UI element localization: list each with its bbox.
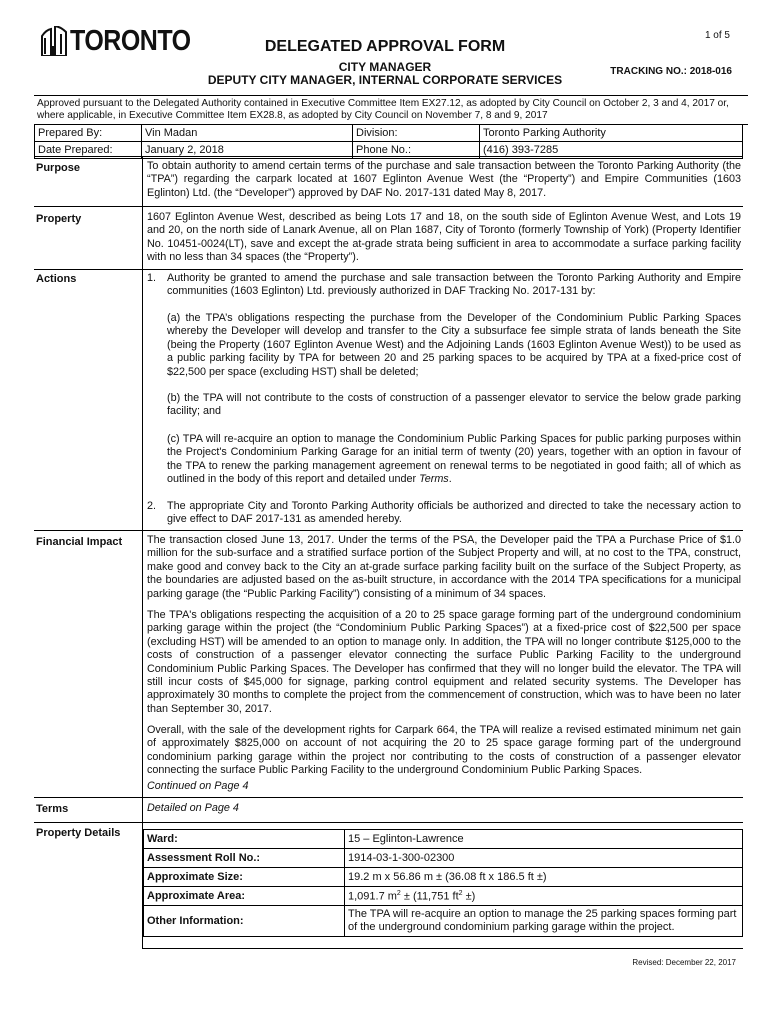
assessment-roll-value: 1914-03-1-300-02300 — [345, 849, 743, 868]
financial-paragraph-3: Overall, with the sale of the development rights for Carpark 664, the TPA will realize a revised estimated minimum net gain of approximately $825,000 on account of not acquiring the 20 to 25 space garage forming part of the underground condominium parking garage within the project nor contributing to the costs of construction of a passenger elevator connecting the surface Public Parking Facility to the underground Condominium Public Parking Spaces. — [147, 724, 741, 777]
other-info-label: Other Information: — [144, 906, 345, 937]
terms-text: Detailed on Page 4 — [147, 802, 239, 814]
action-item-1c-end: . — [448, 473, 452, 486]
section-divider — [34, 206, 743, 207]
tracking-number: TRACKING NO.: 2018-016 — [610, 66, 732, 77]
revision-date: Revised: December 22, 2017 — [632, 958, 736, 967]
other-info-value: The TPA will re-acquire an option to manage the 25 parking spaces forming part of the underground condominium parking garage within the project. — [345, 906, 743, 937]
ward-value: 15 – Eglinton-Lawrence — [345, 830, 743, 849]
section-divider — [34, 797, 743, 798]
division-label: Division: — [353, 125, 480, 142]
bottom-border — [142, 948, 743, 949]
phone-label: Phone No.: — [353, 142, 480, 159]
section-divider — [34, 822, 743, 823]
area-imperial-exponent: 2 — [458, 889, 463, 897]
action-number-1: 1. — [147, 272, 157, 284]
prepared-by-label: Prepared By: — [35, 125, 142, 142]
purpose-label: Purpose — [36, 162, 81, 174]
action-item-1c — [167, 433, 741, 487]
action-item-1c-text: (c) TPA will re-acquire an option to manage the Condominium Public Parking Spaces for public parking purposes within the Project's Condominium Parking Garage for an initial term of twenty (20) years, together with an option in favour of the TPA to renew the parking management agreement on renewal terms to be negotiated in good faith; all of which as outlined in the body of this report and detailed under — [167, 433, 741, 486]
phone-value: (416) 393-7285 — [480, 142, 743, 159]
approx-size-label: Approximate Size: — [144, 868, 345, 887]
property-details-label: Property Details — [36, 827, 121, 839]
action-item-1: Authority be granted to amend the purchase and sale transaction between the Toronto Parking Authority and Empire communities (1603 Eglinton) Ltd. previously authorized in DAF Tracking No. 2017-131 by: — [167, 272, 741, 298]
approx-area-label: Approximate Area: — [144, 887, 345, 906]
action-item-1b: (b) the TPA will not contribute to the costs of construction of a passenger elevator to service the below grade parking facility; and — [167, 392, 741, 418]
terms-reference: Terms — [419, 473, 449, 486]
division-value: Toronto Parking Authority — [480, 125, 743, 142]
section-divider — [34, 156, 743, 157]
terms-label: Terms — [36, 803, 69, 815]
approx-area-value — [345, 887, 743, 906]
approx-size-value: 19.2 m x 56.86 m ± (36.08 ft x 186.5 ft ±) — [345, 868, 743, 887]
area-imperial: ± (11,751 ft — [400, 890, 459, 903]
property-details-table — [143, 829, 743, 937]
action-item-1a: (a) the TPA’s obligations respecting the purchase from the Developer of the Condominium Public Parking Spaces whereby the Developer will develop and transfer to the City a subsurface fee simple strata of lands beneath the Site (being the Property (1607 Eglinton Avenue West) and the Adjoining Lands (1603 Eglinton Avenue West)) to be used as a public parking facility by TPA for between 20 and 25 parking spaces to be acquired by TPA at a fixed-price cost of $22,500 per space (excluding HST) shall be deleted; — [167, 312, 741, 378]
financial-impact-label: Financial Impact — [36, 536, 123, 548]
area-tail: ±) — [462, 890, 476, 903]
area-metric-exponent: 2 — [396, 889, 401, 897]
property-text: 1607 Eglinton Avenue West, described as being Lots 17 and 18, on the south side of Eglinton Avenue West, and Lots 19 and 20, on the north side of Lanark Avenue, all on Plan 1687, City of Toronto (formerly Township of York) (Property Identifier No. 10451-0024(LT), save and except the at-grade strata being sufficient in area to accommodate a surface parking facility with no less than 34 spaces (the “Property”). — [147, 211, 741, 264]
date-value: January 2, 2018 — [142, 142, 353, 159]
deputy-heading: DEPUTY CITY MANAGER, INTERNAL CORPORATE SERVICES — [207, 73, 563, 87]
logo-wordmark: TORONTO — [70, 24, 191, 57]
form-title: DELEGATED APPROVAL FORM — [264, 38, 506, 55]
city-manager-heading: CITY MANAGER — [338, 60, 432, 74]
assessment-roll-label: Assessment Roll No.: — [144, 849, 345, 868]
section-divider — [34, 530, 743, 531]
actions-label: Actions — [36, 273, 77, 285]
section-divider — [34, 269, 743, 270]
financial-paragraph-2: The TPA's obligations respecting the acquisition of a 20 to 25 space garage forming part of the underground condominium parking garage within the project (the “Condominium Public Parking Spaces”) at a fixed-price cost of $22,500 per space (excluding HST) will be amended to an option to manage only. In addition, the TPA will no longer contribute $125,000 to the costs of construction of a passenger elevator connecting the surface Public Parking Facility to the underground Condominium Public Parking Spaces. The Developer has confirmed that they will no longer build the elevator. The TPA will still incur costs of $45,000 for signage, parking control equipment and related security systems. The Developer has approximately 30 months to complete the project from the commencement of construction, which was to have been no later than September 30, 2017. — [147, 609, 741, 715]
header-table — [34, 124, 743, 159]
continued-note: Continued on Page 4 — [147, 780, 249, 792]
action-item-2: The appropriate City and Toronto Parking Authority officials be authorized and directed to take the necessary action to give effect to DAF 2017-131 as amended hereby. — [167, 500, 741, 526]
prepared-by-value: Vin Madan — [142, 125, 353, 142]
page-number: 1 of 5 — [704, 30, 730, 41]
action-number-2: 2. — [147, 500, 157, 512]
financial-paragraph-1: The transaction closed June 13, 2017. Under the terms of the PSA, the Developer paid the TPA a Purchase Price of $1.0 million for the sub-surface and a stratified surface portion of the Subject Property and will, at no cost to the TPA, construct, make good and convey back to the City an at-grade surface parking facility built on the surface of the Subject Property, as the boundaries are adjusted based on the as-built structure, in accordance with the 2014 TPA specifications for a municipal parking garage (the “Public Parking Facility”) consisting of a minimum of 34 spaces. — [147, 534, 741, 600]
approval-authority-note: Approved pursuant to the Delegated Authority contained in Executive Committee Item EX27.12, as adopted by City Council on October 2, 3 and 4, 2017 or, where applicable, in Executive Committee Item EX28.8, as adopted by City Council on November 7, 8 and 9, 2017 — [34, 95, 748, 125]
ward-label: Ward: — [144, 830, 345, 849]
area-metric: 1,091.7 m — [348, 890, 397, 903]
property-label: Property — [36, 213, 82, 225]
purpose-text: To obtain authority to amend certain terms of the purchase and sale transaction between the Toronto Parking Authority (the “TPA”) regarding the carpark located at 1607 Eglinton Avenue West (the “Property”) and Empire Communities (1603 Eglinton) Ltd. (the “Developer”) approved by DAF No. 2017-131 dated May 8, 2017. — [147, 160, 741, 199]
date-label: Date Prepared: — [35, 142, 142, 159]
